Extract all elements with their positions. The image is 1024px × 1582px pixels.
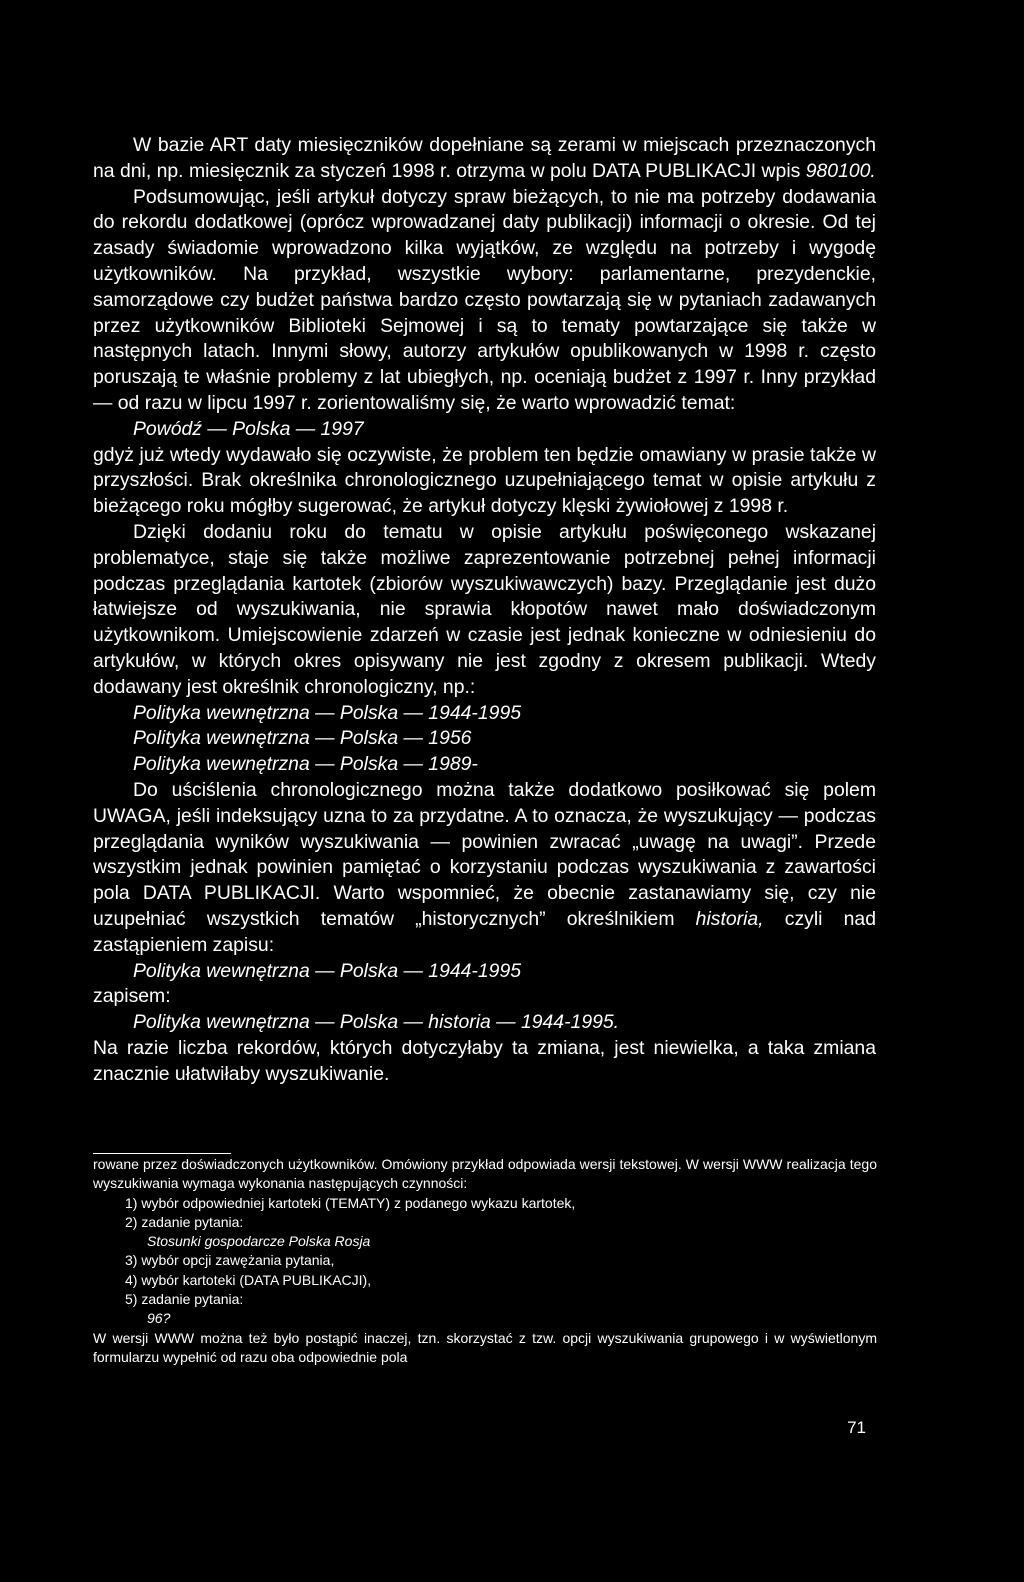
footnote-outro: W wersji WWW można też było postąpić inaczej, tzn. skorzystać z tzw. opcji wyszukiwania grupowego i w wyświetlonym formularzu wypełnić od razu oba odpowiednie pola: [93, 1329, 877, 1365]
paragraph-5-text-a: Do uściślenia chronologicznego można także dodatkowo posiłkować się polem UWAGA, jeśli indeksujący uzna to za przydatne. A to oznacza, że wyszukujący — podczas przeglądania wyników wyszukiwania — powinien zwracać „uwagę na uwagi”. Przede wszystkim jednak powinien pamiętać o korzystaniu podczas wyszukiwania z zawartości pola DATA PUBLIKACJI. Warto wspomnieć, że obecnie zastanawiamy się, czy nie uzupełniać wszystkich tematów „historycznych” określnikiem: [93, 778, 876, 930]
topic-example-1: Powódź — Polska — 1997: [133, 417, 364, 440]
topic-example-2: Polityka wewnętrzna — Polska — 1944-1995: [133, 701, 522, 724]
paragraph-1-italic: 980100.: [805, 159, 876, 182]
footnote: [93, 1155, 877, 1367]
footnote-query-example: Stosunki gospodarcze Polska Rosja: [147, 1233, 371, 1250]
topic-example-6: Polityka wewnętrzna — Polska — historia — 1944-1995.: [133, 1011, 620, 1034]
page-number: 71: [847, 1418, 866, 1437]
paragraph-6: Na razie liczba rekordów, których dotyczyłaby ta zmiana, jest niewielka, a taka zmiana znacznie ułatwiłaby wyszukiwanie.: [93, 1036, 876, 1085]
footnote-list-item: 3) wybór opcji zawężania pytania,: [125, 1252, 335, 1269]
paragraph-5-italic: historia,: [695, 907, 764, 930]
footnote-list-item: 1) wybór odpowiedniej kartoteki (TEMATY) z podanego wykazu kartotek,: [125, 1194, 576, 1211]
topic-example-5: Polityka wewnętrzna — Polska — 1944-1995: [133, 959, 522, 982]
paragraph-1-text: W bazie ART daty miesięczników dopełniane są zerami w miejscach przeznaczonych na dni, np. miesięcznik za styczeń 1998 r. otrzyma w polu DATA PUBLIKACJI wpis: [93, 134, 876, 182]
main-text: [93, 133, 876, 1087]
footnote-list-item: 5) zadanie pytania:: [125, 1291, 244, 1308]
topic-example-3: Polityka wewnętrzna — Polska — 1956: [133, 727, 472, 750]
footnote-query-example: 96?: [147, 1310, 171, 1327]
paragraph-1: [93, 133, 876, 185]
paragraph-2: Podsumowując, jeśli artykuł dotyczy spraw bieżących, to nie ma potrzeby dodawania do rekordu dodatkowej (oprócz wprowadzanej daty publikacji) informacji o okresie. Od tej zasady świadomie wprowadzono kilka wyjątków, ze względu na potrzeby i wygodę użytkowników. Na przykład, wszystkie wybory: parlamentarne, prezydenckie, samorządowe czy budżet państwa bardzo często powtarzają się w pytaniach zadawanych przez użytkowników Biblioteki Sejmowej i są to tematy powtarzające się także w następnych latach. Innymi słowy, autorzy artykułów opublikowanych w 1998 r. często poruszają te właśnie problemy z lat ubiegłych, np. oceniają budżet z 1997 r. Inny przykład — od razu w lipcu 1997 r. zorientowaliśmy się, że warto wprowadzić temat:: [93, 185, 876, 414]
topic-example-4: Polityka wewnętrzna — Polska — 1989-: [133, 753, 478, 776]
paragraph-5-text-b: czyli nad zastąpieniem zapisu:: [93, 907, 876, 956]
paragraph-4: Dzięki dodaniu roku do tematu w opisie artykułu poświęconego wskazanej problematyce, staje się także możliwe zaprezentowanie potrzebnej pełnej informacji podczas przeglądania kartotek (zbiorów wyszukiwawczych) bazy. Przeglądanie jest dużo łatwiejsze od wyszukiwania, nie sprawia kłopotów nawet mało doświadczonym użytkownikom. Umiejscowienie zdarzeń w czasie jest jednak konieczne w odniesieniu do artykułów, w których okres opisywany nie jest zgodny z okresem publikacji. Wtedy dodawany jest określnik chronologiczny, np.:: [93, 520, 876, 698]
zapisem-label: zapisem:: [93, 985, 171, 1008]
footnote-list-item: 4) wybór kartoteki (DATA PUBLIKACJI),: [125, 1271, 372, 1288]
footnote-list-item: 2) zadanie pytania:: [125, 1213, 244, 1230]
paragraph-3: gdyż już wtedy wydawało się oczywiste, że problem ten będzie omawiany w prasie także w przyszłości. Brak określnika chronologicznego uzupełniającego temat w opisie artykułu z bieżącego roku mógłby sugerować, że artykuł dotyczy klęski żywiołowej z 1998 r.: [93, 443, 876, 518]
paragraph-5: [93, 778, 876, 959]
footnote-divider: [93, 1153, 231, 1154]
footnote-intro: rowane przez doświadczonych użytkowników. Omówiony przykład odpowiada wersji tekstowej. W wersji WWW realizacja tego wyszukiwania wymaga wykonania następujących czynności:: [93, 1156, 877, 1192]
